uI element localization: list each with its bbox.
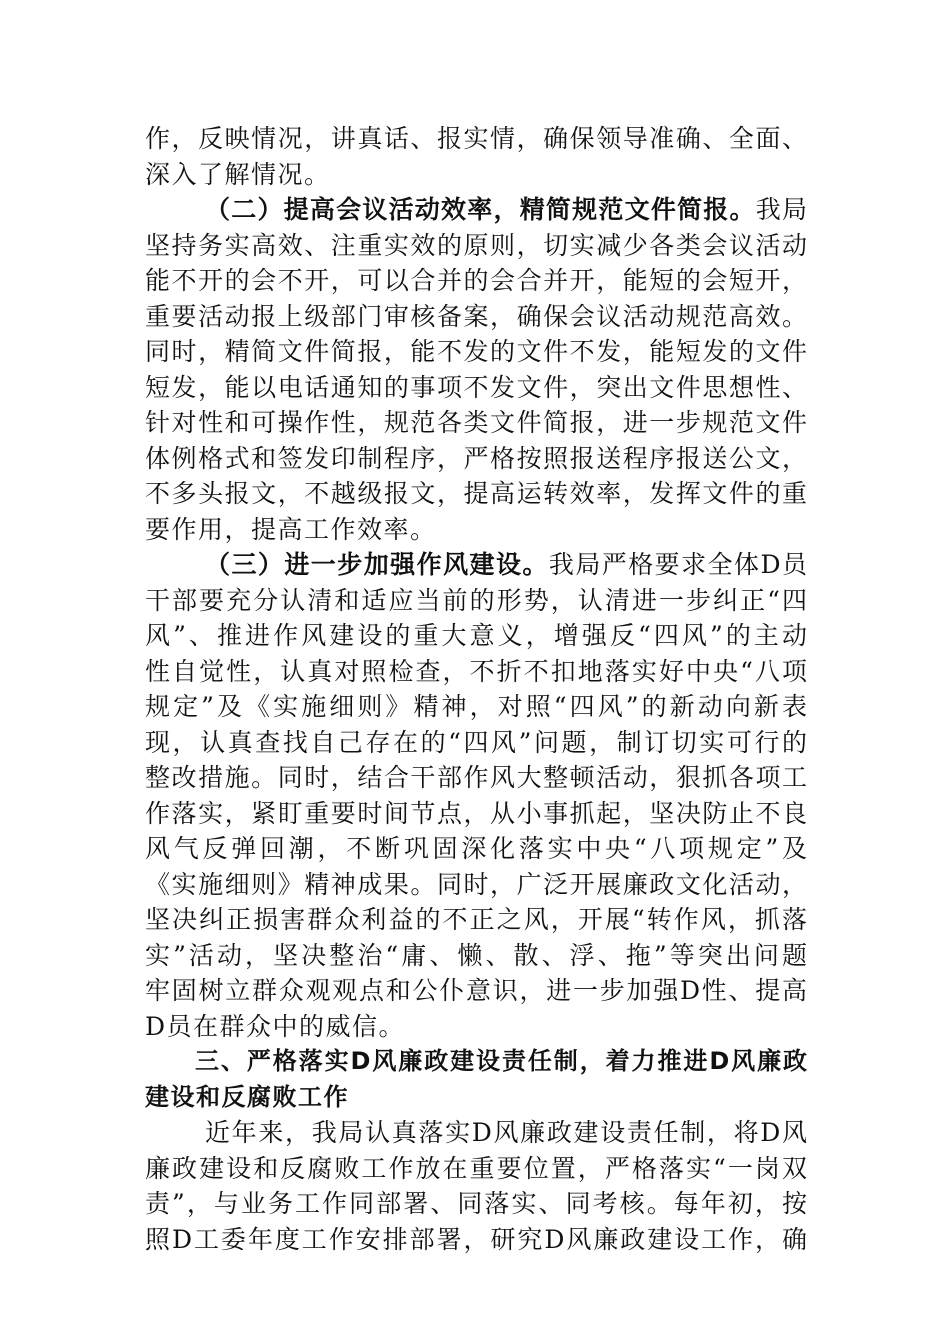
section-heading-3-cont: 建设和反腐败工作: [145, 1082, 349, 1111]
text-line: 重要活动报上级部门审核备案，确保会议活动规范高效。: [145, 301, 807, 331]
text-line: 整改措施。同时，结合干部作风大整顿活动，狠抓各项工: [145, 763, 807, 792]
text-line: [145, 547, 807, 583]
subsection-heading-3: （三）进一步加强作风建设。: [205, 550, 549, 579]
text-line: 干部要充分认清和适应当前的形势，认清进一步纠正“四: [145, 585, 807, 615]
text-run: 我局严格要求全体D员: [548, 550, 807, 579]
text-line: 近年来，我局认真落实D风廉政建设责任制，将D风: [205, 1118, 807, 1147]
section-heading-3: 三、严格落实D风廉政建设责任制，着力推进D风廉政: [195, 1047, 807, 1075]
text-run: 我局: [755, 195, 807, 224]
text-line: [145, 192, 807, 228]
subsection-heading-2: （二）提高会议活动效率，精简规范文件简报。: [205, 195, 756, 224]
text-line: 风气反弹回潮，不断巩固深化落实中央“八项规定”及: [145, 834, 807, 863]
text-line: 短发，能以电话通知的事项不发文件，突出文件思想性、: [145, 372, 807, 402]
text-line: 风”、推进作风建设的重大意义，增强反“四风”的主动: [145, 621, 807, 650]
text-line: D员在群众中的威信。: [145, 1011, 406, 1041]
text-line: 不多头报文，不越级报文，提高运转效率，发挥文件的重: [145, 479, 807, 508]
text-line: 廉政建设和反腐败工作放在重要位置，严格落实“一岗双: [145, 1153, 807, 1183]
text-line: 坚决纠正损害群众利益的不正之风，开展“转作风，抓落: [145, 905, 807, 934]
text-line: 要作用，提高工作效率。: [145, 514, 437, 544]
text-line: 牢固树立群众观观点和公仆意识，进一步加强D性、提高: [145, 976, 807, 1005]
text-line: 针对性和可操作性，规范各类文件简报，进一步规范文件: [145, 408, 807, 437]
document-page: [145, 121, 807, 1257]
text-line: 深入了解情况。: [145, 159, 331, 189]
text-line: 能不开的会不开，可以合并的会合并开，能短的会短开，: [145, 266, 807, 295]
text-line: 照D工委年度工作安排部署，研究D风廉政建设工作，确: [145, 1224, 807, 1254]
text-line: 体例格式和签发印制程序，严格按照报送程序报送公文，: [145, 443, 807, 473]
text-line: 同时，精简文件简报，能不发的文件不发，能短发的文件: [145, 337, 807, 366]
text-line: 《实施细则》精神成果。同时，广泛开展廉政文化活动，: [145, 869, 807, 899]
text-line: 坚持务实高效、注重实效的原则，切实减少各类会议活动: [145, 230, 807, 260]
text-line: 现，认真查找自己存在的“四风”问题，制订切实可行的: [145, 727, 807, 757]
text-line: 作，反映情况，讲真话、报实情，确保领导准确、全面、: [145, 124, 807, 153]
text-line: 作落实，紧盯重要时间节点，从小事抓起，坚决防止不良: [145, 798, 807, 828]
text-line: 实”活动，坚决整治“庸、懒、散、浮、拖”等突出问题: [145, 940, 807, 970]
text-line: 性自觉性，认真对照检查，不折不扣地落实好中央“八项: [145, 656, 807, 686]
text-line: 规定”及《实施细则》精神，对照“四风”的新动向新表: [145, 692, 807, 721]
text-line: 责”，与业务工作同部署、同落实、同考核。每年初，按: [145, 1189, 807, 1218]
